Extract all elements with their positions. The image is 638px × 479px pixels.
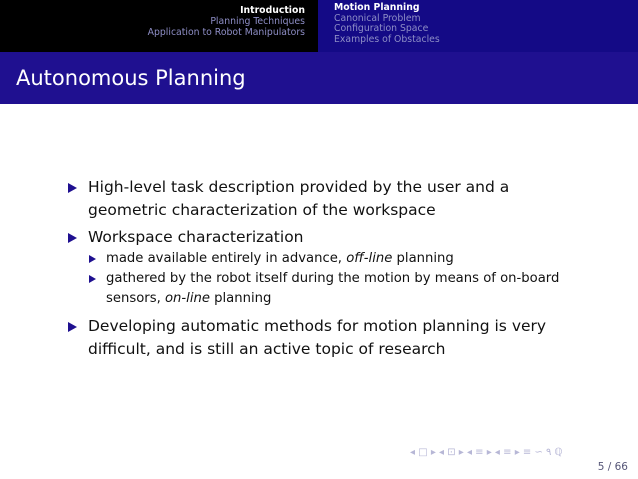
bullet-text: Developing automatic methods for motion planning is very difficult, and is still an active topic of research <box>88 317 547 358</box>
bullet-triangle-icon <box>68 183 77 193</box>
bullet-triangle-icon <box>68 233 77 243</box>
sub-bullet-item <box>66 249 566 269</box>
subsection-navigation <box>318 0 638 52</box>
sub-bullet-text: gathered by the robot itself during the motion by means of on-board sensors, <box>106 271 560 306</box>
sub-bullet-triangle-icon <box>89 275 96 283</box>
nav-subsection-motion-planning[interactable]: Motion Planning <box>334 2 420 13</box>
nav-section-planning-techniques[interactable]: Planning Techniques <box>210 16 305 27</box>
sub-bullet-text: planning <box>392 251 454 266</box>
bullet-item <box>66 176 566 222</box>
sub-bullet-list <box>66 249 566 309</box>
bullet-text: High-level task description provided by the user and a geometric characterization of the workspace <box>88 178 510 219</box>
sub-bullet-triangle-icon <box>89 255 96 263</box>
bullet-triangle-icon <box>68 322 77 332</box>
nav-subsection-configuration-space[interactable]: Configuration Space <box>334 23 429 35</box>
section-navigation <box>0 0 318 52</box>
sub-bullet-text: planning <box>209 291 272 306</box>
sub-bullet-item <box>66 269 566 309</box>
nav-subsection-examples-of-obstacles[interactable]: Examples of Obstacles <box>334 33 440 45</box>
bullet-item <box>66 315 566 361</box>
nav-section-application[interactable]: Application to Robot Manipulators <box>147 27 305 38</box>
page-number: 5 / 66 <box>597 461 628 473</box>
emphasis-text: off-line <box>346 251 393 266</box>
header-navigation <box>0 0 638 52</box>
frame-title-bar <box>0 52 638 104</box>
emphasis-text: on-line <box>164 291 210 306</box>
slide-content <box>66 176 566 365</box>
bullet-text: Workspace characterization <box>88 228 304 246</box>
bullet-item <box>66 226 566 249</box>
beamer-navigation-symbols[interactable]: ◂ □ ▸ ◂ ⊡ ▸ ◂ ≡ ▸ ◂ ≡ ▸ ≡ ∽ ۹ ℚ <box>410 447 563 458</box>
frame-title: Autonomous Planning <box>16 66 246 90</box>
nav-subsection-canonical-problem[interactable]: Canonical Problem <box>334 12 421 24</box>
sub-bullet-text: made available entirely in advance, <box>106 251 347 266</box>
nav-section-introduction[interactable]: Introduction <box>240 5 305 16</box>
